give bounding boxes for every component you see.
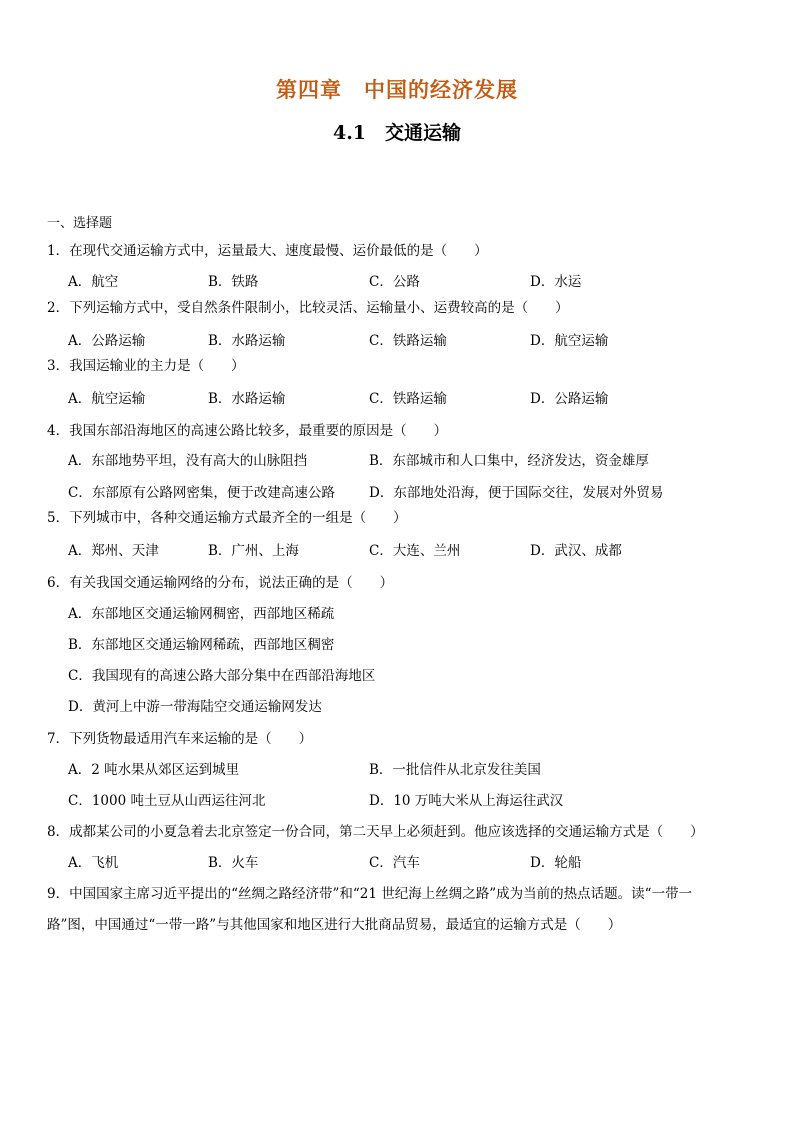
option: B．水路运输 <box>208 333 286 349</box>
option: D．公路运输 <box>530 391 609 407</box>
option: B．铁路 <box>208 274 259 290</box>
option: C．大连、兰州 <box>369 543 461 559</box>
question-stem: 1．在现代交通运输方式中，运量最大、速度最慢、运价最低的是（ ） <box>47 243 488 259</box>
part-heading: 一、选择题 <box>47 216 113 231</box>
option: D．水运 <box>530 274 582 290</box>
option: C．东部原有公路网密集，便于改建高速公路 <box>68 485 335 501</box>
option: C．我国现有的高速公路大部分集中在西部沿海地区 <box>68 668 376 684</box>
option: D．轮船 <box>530 855 582 871</box>
option: A．航空运输 <box>68 391 146 407</box>
question-stem-continued: 路”图，中国通过“一带一路”与其他国家和地区进行大批商品贸易，最适宜的运输方式是（ ） <box>47 917 622 933</box>
option: D．10 万吨大米从上海运往武汉 <box>369 793 564 809</box>
question-stem: 2．下列运输方式中，受自然条件限制小，比较灵活、运输量小、运费较高的是（ ） <box>47 300 569 316</box>
option: B．火车 <box>208 855 259 871</box>
option: B．一批信件从北京发往美国 <box>369 762 541 778</box>
option: A．郑州、天津 <box>68 543 159 559</box>
question-stem: 9．中国国家主席习近平提出的“丝绸之路经济带”和“21 世纪海上丝绸之路”成为当前的热点话题。读“一带一 <box>47 886 693 902</box>
option: A．飞机 <box>68 855 119 871</box>
option: B．水路运输 <box>208 391 286 407</box>
option: B．东部城市和人口集中，经济发达，资金雄厚 <box>369 453 649 469</box>
question-stem: 8．成都某公司的小夏急着去北京签定一份合同，第二天早上必须赶到。他应该选择的交通运输方式是（ ） <box>47 824 704 840</box>
option: C．汽车 <box>369 855 420 871</box>
option: B．东部地区交通运输网稀疏，西部地区稠密 <box>68 637 335 653</box>
option: A．东部地区交通运输网稠密，西部地区稀疏 <box>68 606 335 622</box>
option: A．东部地势平坦，没有高大的山脉阻挡 <box>68 453 308 469</box>
option: C．铁路运输 <box>369 333 447 349</box>
chapter-title: 第四章 中国的经济发展 <box>276 77 518 102</box>
option: B．广州、上海 <box>208 543 299 559</box>
option: D．航空运输 <box>530 333 609 349</box>
option: C．公路 <box>369 274 420 290</box>
option: A．航空 <box>68 274 119 290</box>
option: D．东部地处沿海，便于国际交往，发展对外贸易 <box>369 485 664 501</box>
section-title: 4.1 交通运输 <box>332 122 462 144</box>
option: C．1000 吨土豆从山西运往河北 <box>68 793 266 809</box>
option: A．公路运输 <box>68 333 146 349</box>
option: D．武汉、成都 <box>530 543 622 559</box>
question-stem: 5．下列城市中，各种交通运输方式最齐全的一组是（ ） <box>47 510 407 526</box>
question-stem: 4．我国东部沿海地区的高速公路比较多，最重要的原因是（ ） <box>47 423 448 439</box>
question-stem: 3．我国运输业的主力是（ ） <box>47 358 245 374</box>
option: A．2 吨水果从郊区运到城里 <box>68 762 240 778</box>
option: C．铁路运输 <box>369 391 447 407</box>
option: D．黄河上中游一带海陆空交通运输网发达 <box>68 699 322 715</box>
question-stem: 6．有关我国交通运输网络的分布，说法正确的是（ ） <box>47 575 394 591</box>
question-stem: 7．下列货物最适用汽车来运输的是（ ） <box>47 731 313 747</box>
